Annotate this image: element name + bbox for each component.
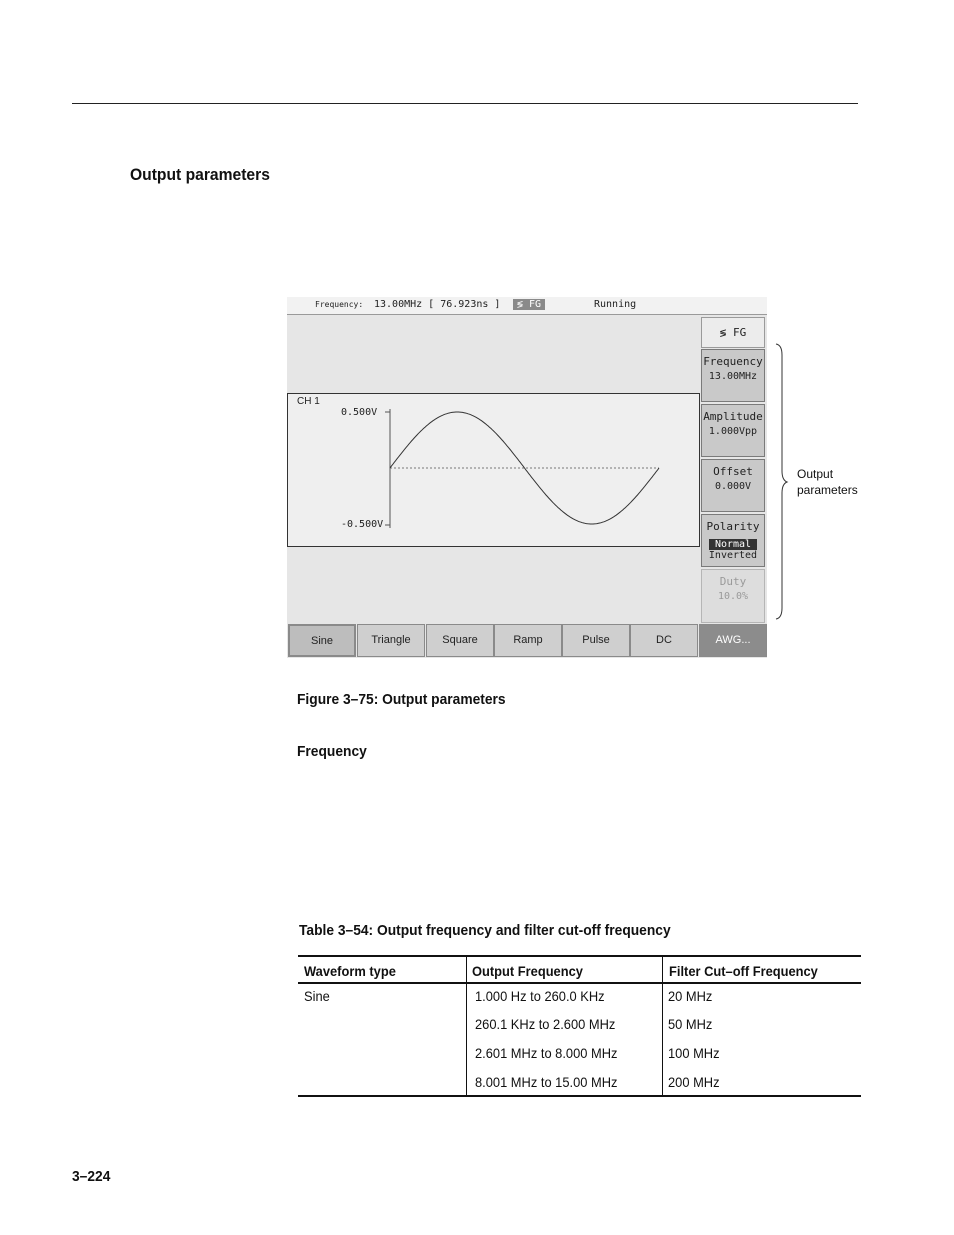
header-filter-cutoff: Filter Cut–off Frequency bbox=[669, 963, 818, 979]
fg-menu-header: ≶ FG bbox=[701, 317, 765, 348]
header-rule bbox=[72, 103, 858, 104]
output-frequency-cell: 260.1 KHz to 2.600 MHz bbox=[475, 1016, 616, 1032]
header-output-frequency: Output Frequency bbox=[472, 963, 583, 979]
table-caption: Table 3–54: Output frequency and filter cut-off frequency bbox=[299, 922, 671, 939]
frequency-label: Frequency: bbox=[315, 300, 364, 309]
amplitude-button-value: 1.000Vpp bbox=[708, 426, 758, 437]
callout-line-2: parameters bbox=[797, 483, 858, 497]
callout-line-1: Output bbox=[797, 467, 834, 481]
callout-label bbox=[797, 466, 858, 498]
polarity-normal: Normal bbox=[709, 539, 757, 550]
polarity-button[interactable] bbox=[701, 514, 765, 567]
output-frequency-cell: 8.001 MHz to 15.00 MHz bbox=[475, 1074, 618, 1090]
waveform-tabs bbox=[287, 624, 767, 658]
amplitude-button[interactable] bbox=[701, 404, 765, 457]
frequency-button[interactable] bbox=[701, 349, 765, 402]
tab-ramp[interactable]: Ramp bbox=[494, 624, 562, 657]
column-divider bbox=[662, 955, 663, 1097]
amplitude-button-label: Amplitude bbox=[703, 410, 763, 423]
frequency-heading: Frequency bbox=[297, 743, 367, 760]
frequency-button-value: 13.00MHz bbox=[708, 371, 758, 382]
polarity-inverted: Inverted bbox=[708, 550, 758, 561]
top-voltage-label: 0.500V bbox=[341, 407, 378, 418]
bottom-voltage-label: -0.500V bbox=[341, 519, 384, 530]
table-header-row bbox=[298, 955, 861, 984]
side-menu bbox=[698, 317, 767, 623]
offset-button-label: Offset bbox=[713, 465, 753, 478]
tab-pulse[interactable]: Pulse bbox=[562, 624, 630, 657]
tab-sine[interactable]: Sine bbox=[288, 624, 356, 657]
tab-dc[interactable]: DC bbox=[630, 624, 698, 657]
tab-square[interactable]: Square bbox=[426, 624, 494, 657]
table-bottom-rule bbox=[298, 1095, 861, 1097]
duty-button-label: Duty bbox=[719, 575, 747, 588]
page-number: 3–224 bbox=[72, 1168, 111, 1185]
filter-cell: 20 MHz bbox=[668, 988, 713, 1004]
output-frequency-cell: 1.000 Hz to 260.0 KHz bbox=[475, 988, 605, 1004]
output-frequency-cell: 2.601 MHz to 8.000 MHz bbox=[475, 1045, 618, 1061]
header-waveform-type: Waveform type bbox=[304, 963, 396, 979]
frequency-button-label: Frequency bbox=[703, 355, 763, 368]
sine-waveform bbox=[288, 394, 699, 546]
frequency-readout: 13.00MHz [ 76.923ns ] bbox=[374, 299, 501, 310]
fg-mode-badge: ≶ FG bbox=[513, 299, 545, 310]
instrument-screenshot bbox=[287, 297, 767, 658]
filter-cell: 50 MHz bbox=[668, 1016, 713, 1032]
status-bar bbox=[287, 297, 767, 315]
waveform-cell: Sine bbox=[304, 988, 330, 1004]
offset-button[interactable] bbox=[701, 459, 765, 512]
callout-brace bbox=[774, 343, 790, 620]
waveform-plot bbox=[287, 393, 700, 547]
section-heading: Output parameters bbox=[130, 165, 270, 184]
channel-label: CH 1 bbox=[297, 396, 320, 407]
offset-button-value: 0.000V bbox=[714, 481, 752, 492]
filter-cell: 100 MHz bbox=[668, 1045, 720, 1061]
tab-triangle[interactable]: Triangle bbox=[357, 624, 425, 657]
duty-button-value: 10.0% bbox=[717, 591, 749, 602]
run-state: Running bbox=[594, 299, 637, 310]
filter-cell: 200 MHz bbox=[668, 1074, 720, 1090]
column-divider bbox=[466, 955, 467, 1097]
tab-awg[interactable]: AWG... bbox=[699, 624, 767, 657]
duty-button[interactable] bbox=[701, 569, 765, 623]
polarity-button-label: Polarity bbox=[706, 520, 760, 533]
figure-caption: Figure 3–75: Output parameters bbox=[297, 691, 506, 708]
